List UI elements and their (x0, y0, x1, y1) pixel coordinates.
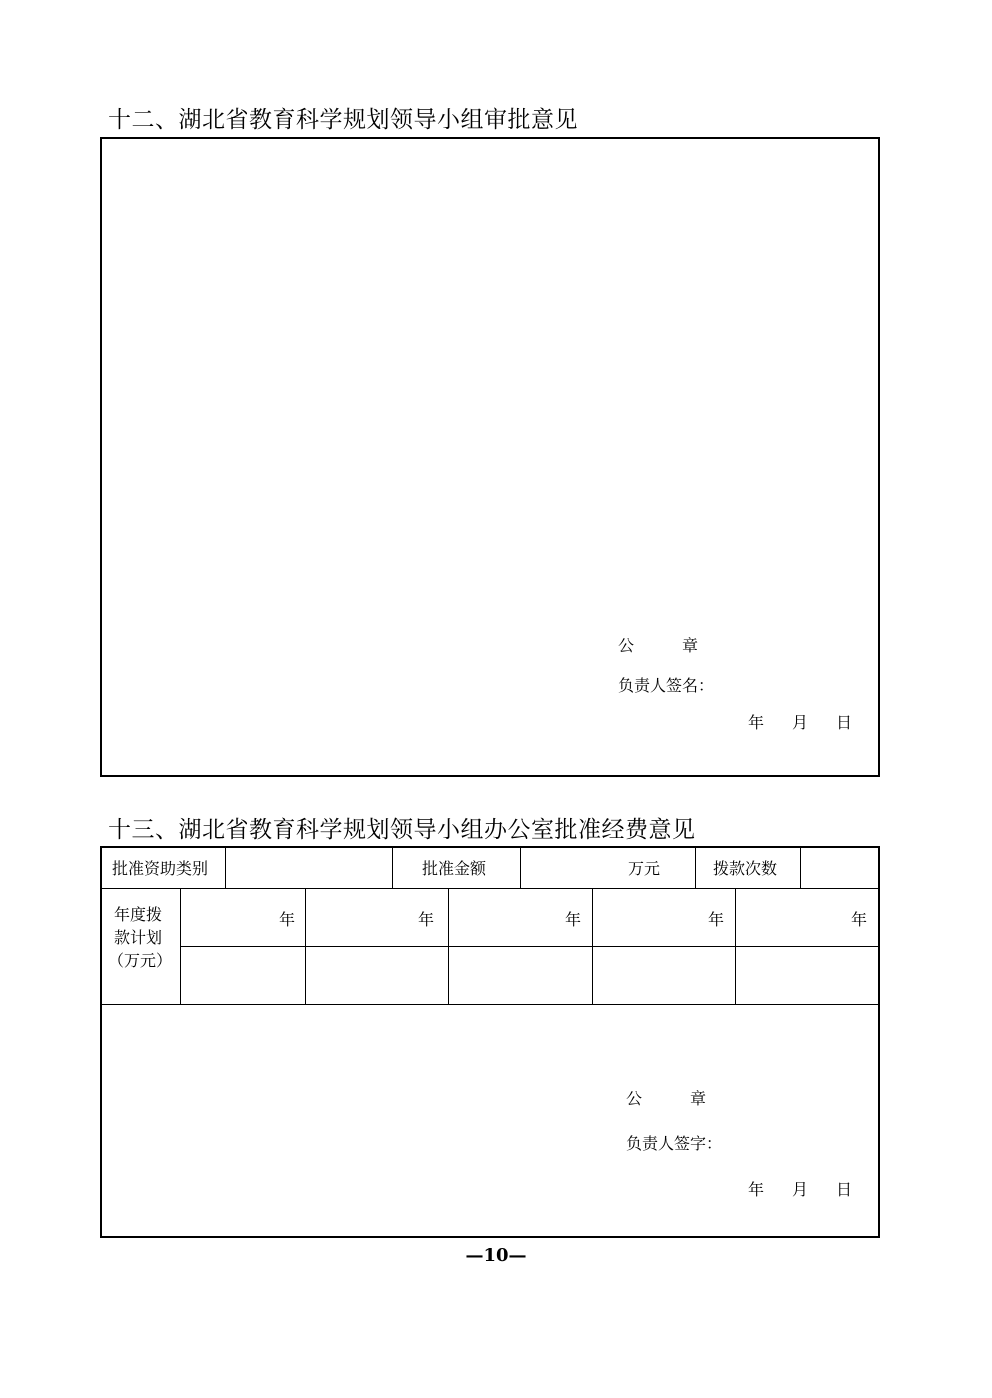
section-12-title: 十二、湖北省教育科学规划领导小组审批意见 (108, 107, 578, 133)
date-year-label: 年 (748, 713, 765, 732)
plan-year-label: 年 (851, 910, 868, 929)
plan-year-label: 年 (418, 910, 435, 929)
amount-unit-label: 万元 (628, 859, 661, 878)
signer-label: 负责人签名： (618, 676, 715, 695)
payment-count-label: 拨款次数 (713, 859, 778, 878)
cell-divider (592, 888, 593, 1004)
seal-label: 公 章 (626, 1089, 707, 1108)
date-month-label: 月 (792, 1180, 809, 1199)
date-year-label: 年 (748, 1180, 765, 1199)
approved-amount-label: 批准金额 (422, 859, 487, 878)
plan-amount-cell[interactable] (182, 948, 304, 1003)
signer-label: 负责人签字： (626, 1134, 723, 1153)
annual-plan-label-line3: （万元） (108, 951, 173, 970)
cell-divider (520, 846, 521, 888)
plan-year-label: 年 (279, 910, 296, 929)
annual-plan-label-line2: 款计划 (114, 928, 163, 947)
plan-amount-cell[interactable] (737, 948, 877, 1003)
funding-type-label: 批准资助类别 (112, 859, 209, 878)
cell-divider (392, 846, 393, 888)
cell-divider (735, 888, 736, 1004)
row-divider (100, 888, 880, 889)
row-divider (180, 946, 880, 947)
cell-divider (180, 888, 181, 1004)
plan-amount-cell[interactable] (450, 948, 591, 1003)
cell-divider (225, 846, 226, 888)
page-number: —10— (465, 1245, 527, 1266)
date-day-label: 日 (836, 713, 853, 732)
plan-year-label: 年 (565, 910, 582, 929)
cell-divider (695, 846, 696, 888)
cell-divider (800, 846, 801, 888)
approval-opinion-box[interactable] (100, 137, 880, 777)
row-divider (100, 1004, 880, 1005)
section-13-title: 十三、湖北省教育科学规划领导小组办公室批准经费意见 (108, 817, 696, 843)
plan-year-label: 年 (708, 910, 725, 929)
date-month-label: 月 (792, 713, 809, 732)
cell-divider (448, 888, 449, 1004)
seal-label: 公 章 (618, 636, 699, 655)
plan-amount-cell[interactable] (594, 948, 734, 1003)
plan-amount-cell[interactable] (307, 948, 447, 1003)
cell-divider (305, 888, 306, 1004)
annual-plan-label-line1: 年度拨 (114, 905, 163, 924)
date-day-label: 日 (836, 1180, 853, 1199)
